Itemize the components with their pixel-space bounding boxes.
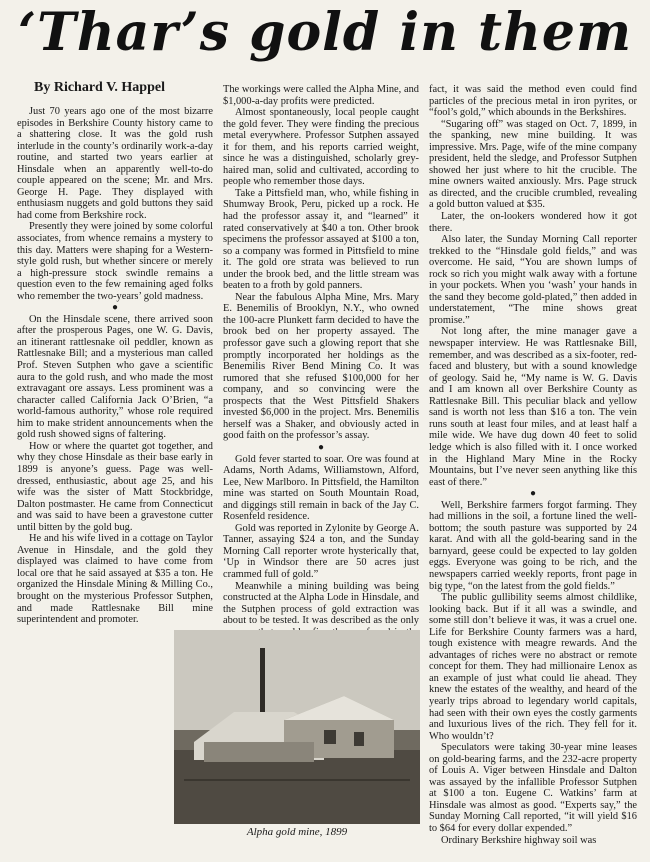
section-break-dot: ● [529, 488, 537, 500]
paragraph: fact, it was said the method even could find particles of the precious metal in iron pyrites, or “fool’s gold,” which abounds in the Berkshires. [429, 84, 637, 119]
paragraph: Well, Berkshire farmers forgot farming. They had millions in the soil, a fortune lined the well-bottom; the south pasture was supported by 24 karat. And with all the gold-bearing sand in the barnyard, geese could be expected to lay golden eggs. Everyone was going to be rich, and the newspapers carried weekly reports, front page in big type, “on the latest from the gold fields.” [429, 499, 637, 592]
column-3 [429, 84, 637, 860]
paragraph: Not long after, the mine manager gave a newspaper interview. He was Rattlesnake Bill, remember, and was described as a six-footer, red-faced and blustery, but with a sound knowledge of geology. Said he, “My name is W. G. Davis and I am known all over Berkshire County as Rattlesnake Bill. This peculiar black and yellow sand is worth not less than $16 a ton. The vein runs south at least four miles, and at least half a mile wide. We have dug down 40 feet to solid ledge which is also filled with it. I once worked in the Highland Mary Mine in the Rocky Mountains, but I’ve never seen anything like this east of there.” [429, 326, 637, 488]
paragraph: Later, the on-lookers wondered how it got there. [429, 211, 637, 234]
paragraph: Gold fever started to soar. Ore was found at Adams, North Adams, Williamstown, Alford, Lee, New Marlboro. In Pittsfield, the Hamilton mine was started on South Mountain Road, and diggings still remain in back of the Jay C. Rosenfeld residence. [223, 453, 419, 523]
column-2 [223, 84, 419, 632]
paragraph: Also later, the Sunday Morning Call reporter trekked to the “Hinsdale gold fields,” and was overcome. He said, “You are shown lumps of rock so rich you might walk away with a fortune in your pockets. When you ‘wash’ your hands in the sand they become gold-plated,” then added in understatement, “The mine shows great promise.” [429, 234, 637, 326]
paragraph: On the Hinsdale scene, there arrived soon after the prosperous Pages, one W. G. Davis, an itinerant rattlesnake oil peddler, known as Rattlesnake Bill; and a mysterious man called Prof. Steven Sutphen who gave a scientific aura to the gold rush, and who made the most extravagant ore assays. Less prominent was a character called California Jack O’Brien, “a world-famous authority,” whose role required him to make strident announcements when the gold rush showed signs of faltering. [17, 313, 213, 441]
paragraph: Gold was reported in Zylonite by George A. Tanner, assaying $24 a ton, and the Sunday Morning Call reporter wrote hysterically that, ‘Up in Windsor there are 50 acres just crammed full of gold.” [223, 522, 419, 580]
paragraph: He and his wife lived in a cottage on Taylor Avenue in Hinsdale, and the gold they displayed was claimed to have come from local ore that he said assayed at $35 a ton. He organized the Hinsdale Mining & Milling Co., brought on the mysterious Professor Sutphen, and made Rattlesnake Bill mine superintendent and promoter. [17, 533, 213, 626]
paragraph: Almost spontaneously, local people caught the gold fever. They were finding the precious metal everywhere. Professor Sutphen assayed it for them, and his reports carried weight, since he was a distinguished, scholarly grey-haired man, solid and cultivated, according to people who remember those days. [223, 107, 419, 188]
paragraph: Presently they were joined by some colorful associates, from whence remains a mystery to this day. Matters were shaping for a Western-style gold rush, but whether sincere or merely a high-pressure stock swindle remains a question even to the few remaining aged folks who remember the two-years’ gold madness. [17, 221, 213, 302]
paragraph: Take a Pittsfield man, who, while fishing in Shumway Brook, Peru, picked up a rock. He had the professor assay it, and “learned” it rated conservatively at $40 a ton. Other brook specimens the professor assayed at $100 a ton, so a company was formed in Pittsfield to mine it. The gold ore strata was believed to run under the brook bed, and the little stream was beaten to a froth by gold panners. [223, 187, 419, 292]
section-break-dot: ● [317, 441, 325, 453]
photo-caption: Alpha gold mine, 1899 [246, 826, 348, 838]
paragraph: Speculators were taking 30-year mine leases on gold-bearing farms, and the 232-acre property of Louis A. Viger between Hinsdale and Dalton was assayed by the infallible Professor Sutphen at $100 a ton. Eugene C. Watkins’ farm at Hinsdale was almost as good. “Experts say,” the Sunday Morning Call reported, “it will yield $16 to $64 for every dollar expended.” [429, 742, 637, 834]
paragraph: Ordinary Berkshire highway soil was [441, 834, 597, 846]
paragraph: The public gullibility seems almost childlike, looking back. But if it all was a swindle, and some still don’t believe it was, it was a cruel one. Life for Berkshire County farmers was a hard, tough existence with meagre rewards. And the advantages of riches were no abstract or remote concept for them. They had millionaire Lenox as an example of just what could lie ahead. They knew the estates of the wealthy, and heard of the yearly trips abroad to legendary world capitals, had seen with their own eyes the costly garments and luxurious lives of the rich. They fell for it. Who wouldn’t? [429, 592, 637, 742]
mine-photo [174, 630, 420, 824]
headline: ‘Thar’s gold in them [18, 2, 632, 63]
paragraph: How or where the quartet got together, and why they chose Hinsdale as their base early in 1899 is anyone’s guess. Page was well-dressed, enthusiastic, about age 25, and his wife was the sister of Matt Stockbridge, Dalton postmaster. He came from Connecticut and was said to have been a gravestone cutter until bitten by the gold bug. [17, 440, 213, 533]
paragraph: “Sugaring off” was staged on Oct. 7, 1899, in the spanking, new mine building. It was impressive. Mrs. Page, wife of the mine company president, held the sledge, and Professor Sutphen showed her just where to hit the crucible. The mine owners waited anxiously. Mrs. Page struck as directed, and the crucible crumbled, revealing a gold button valued at $35. [429, 118, 637, 211]
paragraph: Meanwhile a mining building was being constructed at the Alpha Lode in Hinsdale, and the Sutphen process of gold extraction was about to be tested. It was described as the only [223, 580, 419, 627]
paragraph: The workings were called the Alpha Mine, and $1,000-a-day profits were predicted. [223, 84, 419, 107]
column-1 [17, 106, 213, 718]
paragraph: Near the fabulous Alpha Mine, Mrs. Mary E. Benemilis of Brooklyn, N.Y., who owned the 100-acre Plunkett farm decided to have the brook bed on her property assayed. The professor gave such a glowing report that she promptly incorporated her holdings as the Benemilis River Bend Mining Co. It was rumored that she refused $100,000 for her company, and so convincing were the prospects that the West Pittsfield Shakers invested $6,000 in the project. Mrs. Benemilis herself was a Shaker, and obviously acted in good faith on the professor’s assay. [223, 291, 419, 442]
byline: By Richard V. Happel [34, 80, 165, 95]
mine-photo-illustration [174, 630, 420, 824]
paragraph: Just 70 years ago one of the most bizarre episodes in Berkshire County history came to a shattering close. It was the gold rush interlude in the county’s ordinarily work-a-day routine, and started two years earlier at Hinsdale when an apparently well-to-do couple appeared on the scene; Mr. and Mrs. George H. Page. They displayed with enthusiasm nuggets and gold buttons they said had come from Berkshire rock. [17, 106, 213, 221]
section-break-dot: ● [111, 302, 119, 314]
